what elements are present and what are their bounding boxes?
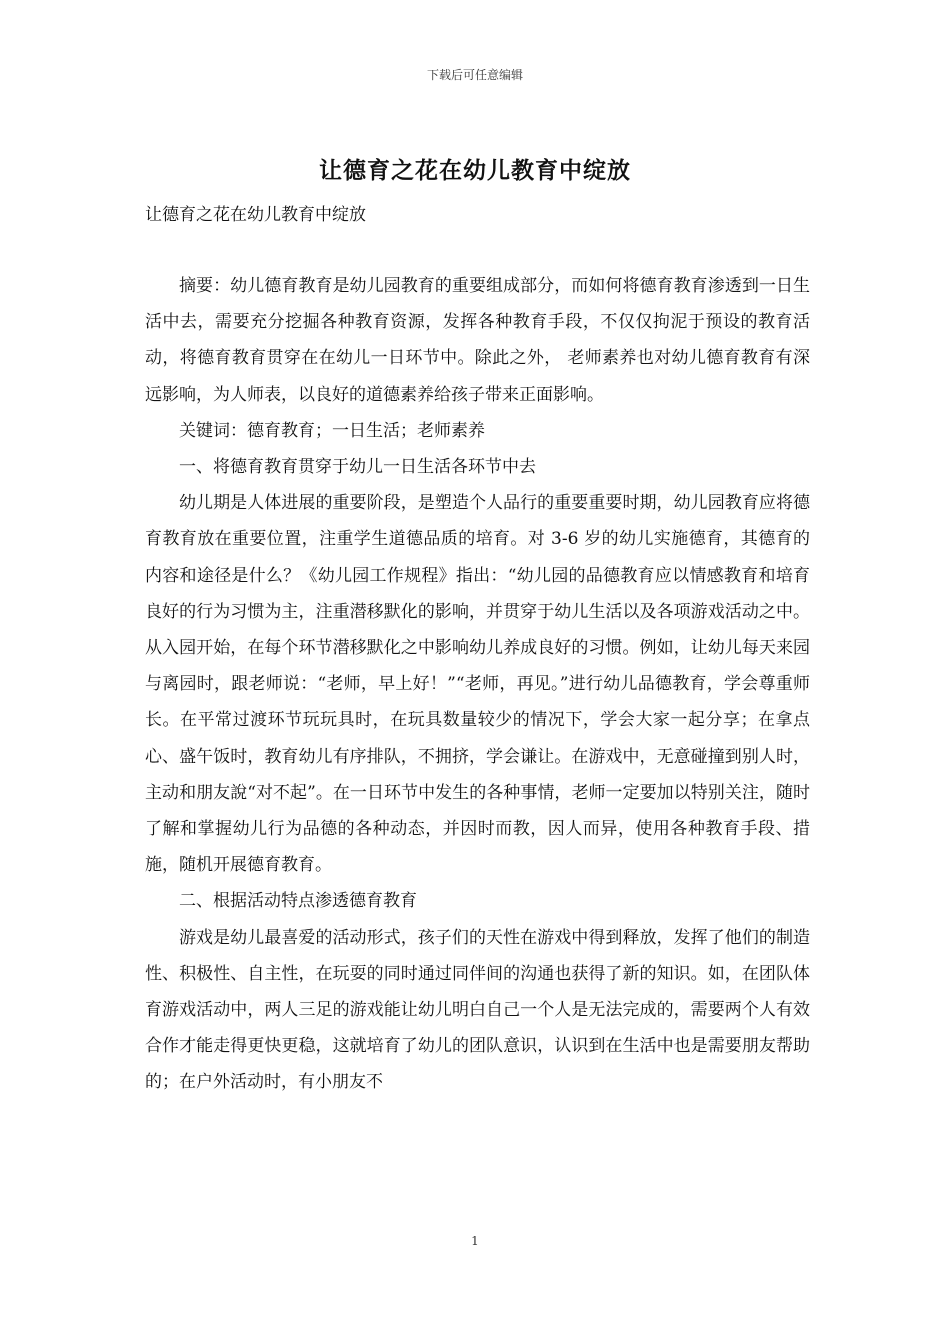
document-subtitle: 让德育之花在幼儿教育中绽放 — [145, 205, 366, 225]
document-body — [145, 268, 810, 1101]
section-heading-2: 二、根据活动特点渗透德育教育 — [179, 891, 417, 912]
keywords-paragraph: 关键词：德育教育；一日生活；老师素养 — [179, 420, 485, 441]
body-paragraph: 幼儿期是人体进展的重要阶段，是塑造个人品行的重要重要时期，幼儿园教育应将德育教育放在重要位置，注重学生道德品质的培育。对 3-6 岁的幼儿实施德育，其德育的内容和途径是什么？《幼儿园工作规程》指出：“幼儿园的品德教育应以情感教育和培育良好的行为习惯为主，注重潜移默化的影响，并贯穿于幼儿生活以及各项游戏活动之中。从入园开始，在每个环节潜移默化之中影响幼儿养成良好的习惯。例如，让幼儿每天来园与离园时，跟老师说：“老师，早上好！”“老师，再见。”进行幼儿品德教育，学会尊重师长。在平常过渡环节玩玩具时，在玩具数量较少的情况下，学会大家一起分享；在拿点心、盛午饭时，教育幼儿有序排队，不拥挤，学会谦让。在游戏中，无意碰撞到别人时，主动和朋友說“对不起”。在一日环节中发生的各种事情，老师一定要加以特别关注，随时了解和掌握幼儿行为品德的各种动态，并因时而教，因人而异，使用各种教育手段、措施，随机开展德育教育。 — [145, 493, 810, 876]
abstract-paragraph: 摘要：幼儿德育教育是幼儿园教育的重要组成部分，而如何将德育教育渗透到一日生活中去，需要充分挖掘各种教育资源，发挥各种教育手段，不仅仅拘泥于预设的教育活动，将德育教育贯穿在在幼儿一日环节中。除此之外， 老师素养也对幼儿德育教育有深远影响，为人师表，以良好的道德素养给孩子带来正面影响。 — [145, 276, 810, 405]
page-header: 下载后可任意编辑 — [426, 68, 523, 82]
page-number: 1 — [471, 1234, 479, 1248]
document-title: 让德育之花在幼儿教育中绽放 — [319, 157, 631, 184]
body-paragraph: 游戏是幼儿最喜爱的活动形式，孩子们的天性在游戏中得到释放，发挥了他们的制造性、积极性、自主性，在玩耍的同时通过同伴间的沟通也获得了新的知识。如，在团队体育游戏活动中，两人三足的游戏能让幼儿明白自己一个人是无法完成的，需要两个人有效合作才能走得更快更稳，这就培育了幼儿的团队意识，认识到在生活中也是需要朋友帮助的；在户外活动时，有小朋友不 — [145, 927, 810, 1093]
section-heading-1: 一、将德育教育贯穿于幼儿一日生活各环节中去 — [179, 457, 536, 478]
